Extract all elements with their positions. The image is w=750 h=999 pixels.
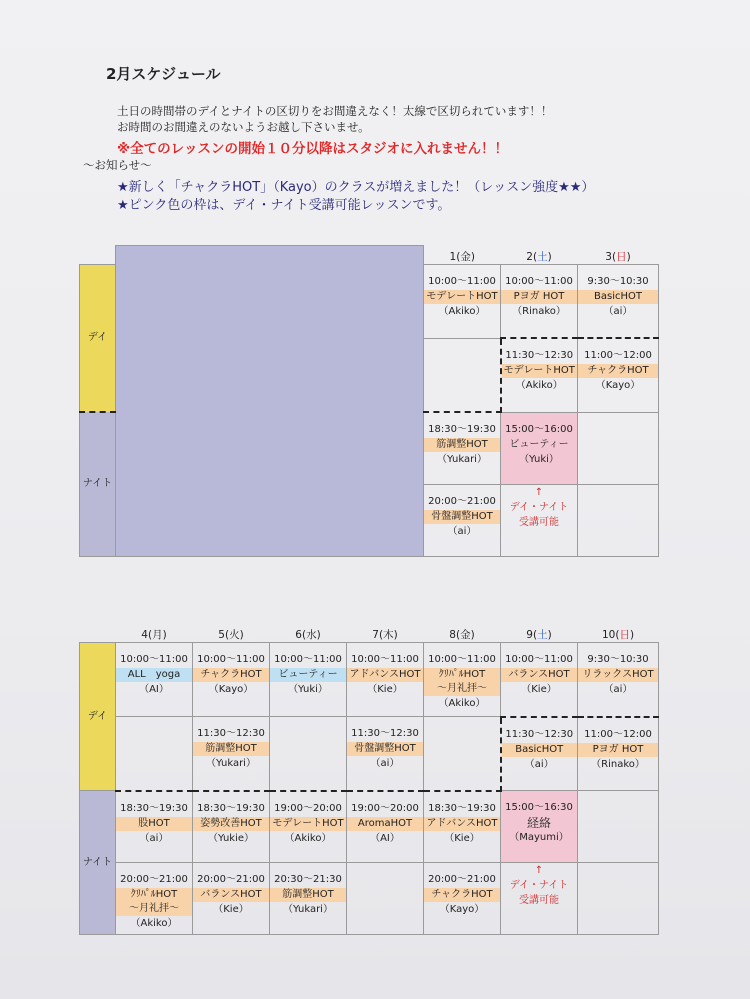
class-cell: 11:30〜12:30 骨盤調整HOT （ai） [347, 717, 424, 791]
notice-new-class: ★新しく「チャクラHOT」（Kayo）のクラスが増えました！（レッスン強度★★） [117, 180, 595, 195]
empty-cell [578, 791, 659, 863]
class-cell: 11:00〜12:00 チャクラHOT （Kayo） [578, 338, 659, 412]
day-header: 4(月) [141, 629, 167, 641]
day-label-cell: デイ [80, 643, 116, 791]
class-cell: 20:00〜21:00 チャクラHOT （Kayo） [424, 863, 501, 935]
notice-pink-frame: ★ピンク色の枠は、デイ・ナイト受講可能レッスンです。 [117, 198, 451, 213]
class-cell: 10:00〜11:00 チャクラHOT （Kayo） [193, 643, 270, 717]
class-cell: 19:00〜20:00 AromaHOT （AI） [347, 791, 424, 863]
class-cell: 20:30〜21:30 筋調整HOT （Yukari） [270, 863, 347, 935]
class-cell: 20:00〜21:00 骨盤調整HOT （ai） [424, 484, 501, 556]
day-header: 3(日) [605, 250, 631, 263]
empty-cell [347, 863, 424, 935]
pink-class-cell: 15:00〜16:30 経絡 （Mayumi） [501, 791, 578, 863]
day-header: 2(土) [526, 250, 552, 263]
intro-line-2: お時間のお間違えのないようお越し下さいませ。 [117, 120, 370, 134]
class-cell: 10:00〜11:00 ｸﾘﾊﾟﾙHOT 〜月礼拝〜 （Akiko） [424, 643, 501, 717]
empty-cell [424, 338, 501, 412]
day-header: 5(火) [218, 629, 244, 641]
class-cell: 18:30〜19:30 姿勢改善HOT （Yukie） [193, 791, 270, 863]
week2-table [79, 624, 659, 935]
empty-cell [116, 717, 193, 791]
class-cell: 18:30〜19:30 股HOT （ai） [116, 791, 193, 863]
class-cell: 20:00〜21:00 ｸﾘﾊﾟﾙHOT 〜月礼拝〜 （Akiko） [116, 863, 193, 935]
intro-line-1: 土日の時間帯のデイとナイトの区切りをお間違えなく！太線で区切られています！！ [117, 104, 553, 118]
class-cell: 20:00〜21:00 バランスHOT （Kie） [193, 863, 270, 935]
class-cell: 10:00〜11:00 アドバンスHOT （Kie） [347, 643, 424, 717]
day-header: 8(金) [449, 629, 475, 641]
class-cell: 11:30〜12:30 BasicHOT （ai） [501, 717, 578, 791]
day-header: 9(土) [526, 629, 552, 641]
night-label-cell: ナイト [80, 791, 116, 935]
class-cell: 19:00〜20:00 モデレートHOT （Akiko） [270, 791, 347, 863]
empty-cell [578, 484, 659, 556]
empty-cell [424, 717, 501, 791]
empty-cell [578, 412, 659, 484]
pink-class-cell: 15:00〜16:00 ビューティー （Yuki） [501, 412, 578, 484]
pink-note-cell: ↑ デイ・ナイト 受講可能 [501, 863, 578, 935]
class-cell: 10:00〜11:00 ALL yoga （AI） [116, 643, 193, 717]
class-cell: 9:30〜10:30 リラックスHOT （ai） [578, 643, 659, 717]
day-header: 1(金) [449, 250, 475, 263]
pink-note-cell: ↑ デイ・ナイト 受講可能 [501, 484, 578, 556]
class-cell: 11:00〜12:00 Pヨガ HOT （Rinako） [578, 717, 659, 791]
empty-cell [578, 863, 659, 935]
class-cell: 10:00〜11:00 Pヨガ HOT （Rinako） [501, 264, 578, 338]
day-header: 7(木) [372, 629, 398, 641]
class-cell: 10:00〜11:00 モデレートHOT （Akiko） [424, 264, 501, 338]
class-cell: 11:30〜12:30 モデレートHOT （Akiko） [501, 338, 578, 412]
day-header: 10(日) [601, 629, 635, 641]
entry-warning: ※全てのレッスンの開始１０分以降はスタジオに入れません！！ [117, 141, 508, 157]
week1-table [79, 245, 659, 557]
class-cell: 18:30〜19:30 筋調整HOT （Yukari） [424, 412, 501, 484]
day-label-cell: デイ [80, 264, 116, 412]
empty-days-block [116, 246, 424, 557]
class-cell: 10:00〜11:00 ビューティー （Yuki） [270, 643, 347, 717]
class-cell: 10:00〜11:00 バランスHOT （Kie） [501, 643, 578, 717]
empty-cell [270, 717, 347, 791]
day-header: 6(水) [295, 629, 321, 641]
class-cell: 18:30〜19:30 アドバンスHOT （Kie） [424, 791, 501, 863]
night-label-cell: ナイト [80, 412, 116, 556]
notice-heading: 〜お知らせ〜 [83, 158, 152, 172]
class-cell: 9:30〜10:30 BasicHOT （ai） [578, 264, 659, 338]
class-cell: 11:30〜12:30 筋調整HOT （Yukari） [193, 717, 270, 791]
page-title: 2月スケジュール [106, 65, 221, 83]
